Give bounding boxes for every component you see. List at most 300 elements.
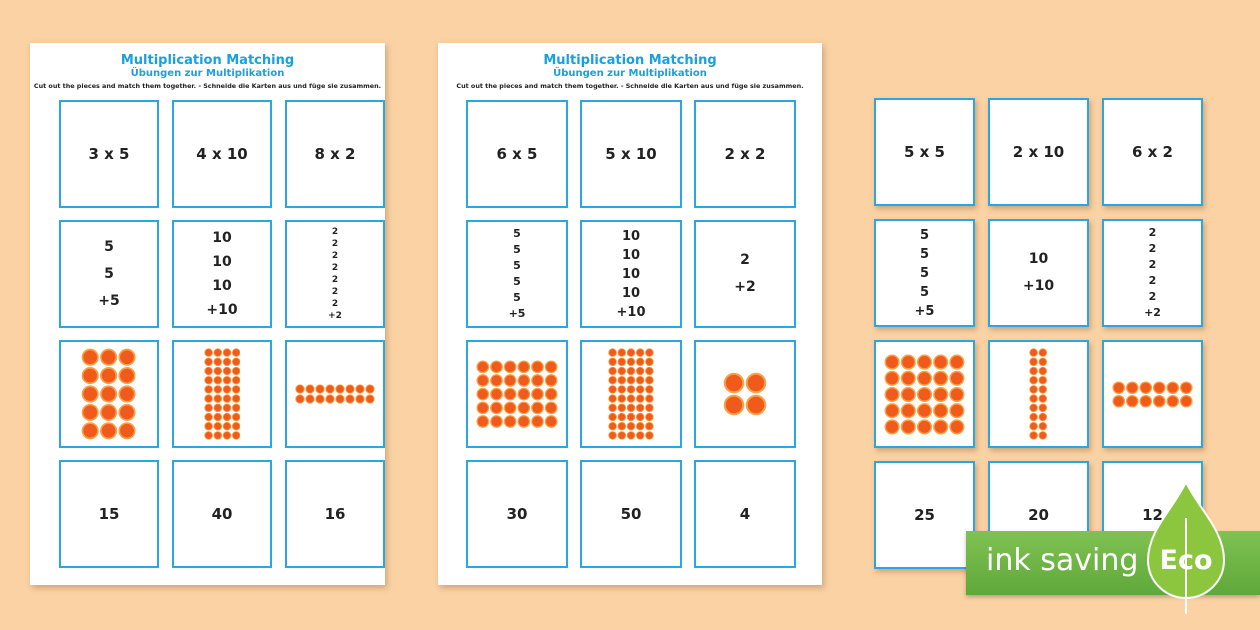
counter-dot: [83, 405, 98, 420]
card-text: 12: [1142, 506, 1163, 524]
counter-dot: [101, 368, 116, 383]
counter-dot: [1030, 432, 1038, 440]
counter-dot: [747, 374, 765, 392]
counter-dot: [214, 413, 222, 421]
counter-dot: [316, 385, 324, 393]
counter-dot: [223, 432, 231, 440]
counter-dot: [120, 405, 135, 420]
counter-dot: [627, 413, 635, 421]
counter-dot: [477, 402, 488, 413]
counter-dot: [1039, 395, 1047, 403]
counter-dot: [326, 395, 334, 403]
counter-dot: [214, 395, 222, 403]
equation-card: [874, 98, 975, 206]
counter-dot: [232, 422, 240, 430]
addend: 2: [1148, 226, 1157, 239]
counter-dot: [918, 403, 932, 417]
addition-stack: [98, 234, 119, 315]
worksheet-page-2: [438, 43, 822, 585]
counter-dot: [204, 395, 212, 403]
counter-dot: [532, 361, 543, 372]
counter-dot: [232, 432, 240, 440]
card-text: 30: [506, 505, 528, 523]
counter-dot: [356, 395, 364, 403]
counter-dot: [232, 367, 240, 375]
addend: 2: [331, 275, 339, 285]
counter-dot: [618, 395, 626, 403]
counter-dot: [491, 361, 502, 372]
counter-dot: [636, 395, 644, 403]
counter-dot: [618, 422, 626, 430]
addition-card: [59, 220, 159, 328]
sheet-title: Multiplication Matching: [543, 53, 717, 68]
addend: 5: [513, 275, 521, 288]
counter-dot: [950, 371, 964, 385]
addend: 2: [1148, 258, 1157, 271]
answer-card: [172, 460, 272, 568]
counter-dot: [1127, 382, 1138, 393]
counter-dot: [346, 395, 354, 403]
counter-dot: [366, 385, 374, 393]
counter-dot: [214, 432, 222, 440]
counter-dot: [627, 349, 635, 357]
addend: 10: [621, 285, 641, 301]
addend: 10: [1028, 251, 1049, 267]
counter-dot: [636, 358, 644, 366]
ink-saving-text: ink saving: [986, 543, 1139, 578]
counter-dot: [1039, 358, 1047, 366]
counter-dot: [518, 388, 529, 399]
counter-dot: [1113, 395, 1124, 406]
counter-dot: [950, 420, 964, 434]
addend: 5: [513, 259, 521, 272]
counter-dot: [545, 388, 556, 399]
addend: +5: [914, 303, 935, 319]
counter-dot: [120, 349, 135, 364]
counter-dot: [491, 375, 502, 386]
counter-dot: [214, 386, 222, 394]
sheet-title: Multiplication Matching: [120, 53, 295, 68]
dot-array: [1029, 348, 1047, 440]
counter-dot: [204, 367, 212, 375]
sheet-instructions: Cut out the pieces and match them together. - Schneide die Karten aus und füge sie zusammen.: [456, 82, 804, 90]
counter-dot: [120, 368, 135, 383]
counter-dot: [646, 358, 654, 366]
counter-dot: [83, 349, 98, 364]
counter-dot: [336, 395, 344, 403]
counter-dot: [609, 367, 617, 375]
counter-dot: [518, 361, 529, 372]
counter-dot: [609, 432, 617, 440]
addend: +5: [508, 307, 526, 320]
counter-dot: [609, 395, 617, 403]
counter-dot: [1181, 395, 1192, 406]
counter-dot: [950, 403, 964, 417]
addend: 5: [104, 238, 114, 255]
array-card: [580, 340, 682, 448]
counter-dot: [223, 349, 231, 357]
addend: 2: [1148, 242, 1157, 255]
addend: 10: [212, 230, 232, 246]
counter-dot: [232, 413, 240, 421]
counter-dot: [532, 402, 543, 413]
counter-dot: [627, 386, 635, 394]
addition-stack: [1144, 225, 1161, 321]
counter-dot: [636, 376, 644, 384]
counter-dot: [1167, 395, 1178, 406]
addition-card: [1102, 219, 1203, 327]
counter-dot: [918, 371, 932, 385]
card-text: 3 x 5: [88, 145, 130, 163]
answer-card: [874, 461, 975, 569]
counter-dot: [491, 388, 502, 399]
counter-dot: [477, 416, 488, 427]
counter-dot: [1030, 386, 1038, 394]
counter-dot: [885, 371, 899, 385]
counter-dot: [636, 422, 644, 430]
equation-card: [694, 100, 796, 208]
counter-dot: [609, 404, 617, 412]
counter-dot: [1030, 395, 1038, 403]
card-text: 6 x 2: [1132, 143, 1173, 161]
addend: 10: [621, 247, 641, 263]
counter-dot: [101, 405, 116, 420]
counter-dot: [223, 404, 231, 412]
dot-array: [81, 348, 136, 440]
counter-dot: [366, 395, 374, 403]
counter-dot: [918, 387, 932, 401]
counter-dot: [204, 404, 212, 412]
addend: 2: [331, 263, 339, 273]
card-text: 4 x 10: [196, 145, 248, 163]
counter-dot: [1030, 367, 1038, 375]
array-card: [285, 340, 385, 448]
addend: 10: [621, 228, 641, 244]
counter-dot: [232, 404, 240, 412]
addend: 10: [212, 254, 232, 270]
eco-label: Eco: [1159, 545, 1213, 576]
addend: +2: [1144, 306, 1161, 319]
counter-dot: [1127, 395, 1138, 406]
counter-dot: [545, 416, 556, 427]
counter-dot: [545, 375, 556, 386]
counter-dot: [885, 355, 899, 369]
counter-dot: [901, 403, 915, 417]
counter-dot: [101, 349, 116, 364]
counter-dot: [532, 375, 543, 386]
dot-array: [1112, 381, 1193, 408]
counter-dot: [232, 358, 240, 366]
counter-dot: [636, 432, 644, 440]
counter-dot: [934, 403, 948, 417]
counter-dot: [214, 367, 222, 375]
addend: 2: [331, 227, 339, 237]
counter-dot: [627, 395, 635, 403]
counter-dot: [232, 395, 240, 403]
counter-dot: [609, 386, 617, 394]
counter-dot: [636, 349, 644, 357]
counter-dot: [885, 387, 899, 401]
counter-dot: [1039, 376, 1047, 384]
addend: +2: [328, 311, 342, 321]
counter-dot: [214, 422, 222, 430]
array-card: [466, 340, 568, 448]
counter-dot: [204, 358, 212, 366]
counter-dot: [491, 416, 502, 427]
addend: 5: [513, 291, 521, 304]
card-text: 16: [324, 505, 346, 523]
counter-dot: [232, 386, 240, 394]
counter-dot: [609, 358, 617, 366]
counter-dot: [646, 386, 654, 394]
counter-dot: [545, 361, 556, 372]
counter-dot: [477, 361, 488, 372]
array-card: [988, 340, 1089, 448]
counter-dot: [627, 358, 635, 366]
addend: 2: [331, 251, 339, 261]
counter-dot: [83, 423, 98, 438]
counter-dot: [223, 413, 231, 421]
counter-dot: [1039, 413, 1047, 421]
addend: 2: [740, 252, 750, 268]
card-text: 15: [98, 505, 120, 523]
array-card: [694, 340, 796, 448]
counter-dot: [609, 376, 617, 384]
counter-dot: [725, 374, 743, 392]
answer-card: [466, 460, 568, 568]
counter-dot: [214, 349, 222, 357]
sheet-subtitle: Übungen zur Multiplikation: [553, 68, 707, 79]
counter-dot: [1140, 382, 1151, 393]
counter-dot: [204, 413, 212, 421]
counter-dot: [646, 349, 654, 357]
counter-dot: [204, 422, 212, 430]
counter-dot: [627, 422, 635, 430]
counter-dot: [725, 396, 743, 414]
counter-dot: [306, 395, 314, 403]
counter-dot: [627, 404, 635, 412]
equation-card: [172, 100, 272, 208]
addition-stack: [328, 226, 342, 322]
counter-dot: [747, 396, 765, 414]
card-text: 2 x 10: [1012, 143, 1065, 161]
equation-card: [285, 100, 385, 208]
counter-dot: [618, 349, 626, 357]
counter-dot: [901, 371, 915, 385]
counter-dot: [101, 386, 116, 401]
addend: +10: [1022, 278, 1055, 294]
answer-card: [285, 460, 385, 568]
equation-card: [466, 100, 568, 208]
counter-dot: [609, 349, 617, 357]
addition-card: [466, 220, 568, 328]
dot-array: [204, 348, 241, 440]
counter-dot: [636, 386, 644, 394]
counter-dot: [356, 385, 364, 393]
counter-dot: [901, 420, 915, 434]
counter-dot: [618, 358, 626, 366]
counter-dot: [609, 413, 617, 421]
counter-dot: [1030, 422, 1038, 430]
counter-dot: [646, 404, 654, 412]
addend: 5: [919, 246, 930, 262]
counter-dot: [901, 387, 915, 401]
answer-card: [580, 460, 682, 568]
counter-dot: [646, 413, 654, 421]
counter-dot: [885, 420, 899, 434]
counter-dot: [223, 376, 231, 384]
counter-dot: [232, 349, 240, 357]
counter-dot: [618, 367, 626, 375]
counter-dot: [504, 416, 515, 427]
counter-dot: [223, 395, 231, 403]
counter-dot: [934, 355, 948, 369]
equation-card: [1102, 98, 1203, 206]
counter-dot: [477, 388, 488, 399]
counter-dot: [636, 367, 644, 375]
counter-dot: [950, 355, 964, 369]
dot-array: [476, 360, 558, 428]
counter-dot: [83, 386, 98, 401]
addend: 5: [919, 265, 930, 281]
counter-dot: [1030, 413, 1038, 421]
counter-dot: [646, 422, 654, 430]
counter-dot: [306, 385, 314, 393]
equation-card: [59, 100, 159, 208]
counter-dot: [101, 423, 116, 438]
counter-dot: [646, 376, 654, 384]
counter-dot: [636, 404, 644, 412]
counter-dot: [296, 395, 304, 403]
addition-card: [580, 220, 682, 328]
addend: 5: [513, 243, 521, 256]
addition-card: [694, 220, 796, 328]
counter-dot: [1030, 349, 1038, 357]
card-text: 40: [211, 505, 233, 523]
counter-dot: [504, 375, 515, 386]
counter-dot: [1030, 376, 1038, 384]
card-text: 50: [620, 505, 642, 523]
counter-dot: [1039, 386, 1047, 394]
counter-dot: [477, 375, 488, 386]
counter-dot: [1039, 404, 1047, 412]
counter-dot: [223, 422, 231, 430]
addend: +10: [206, 302, 238, 318]
counter-dot: [1030, 358, 1038, 366]
addend: 2: [1148, 290, 1157, 303]
counter-dot: [918, 420, 932, 434]
addition-card: [285, 220, 385, 328]
counter-dot: [214, 376, 222, 384]
counter-dot: [326, 385, 334, 393]
addend: 10: [212, 278, 232, 294]
addend: 10: [621, 266, 641, 282]
addition-card: [988, 219, 1089, 327]
addend: 2: [331, 287, 339, 297]
counter-dot: [336, 385, 344, 393]
counter-dot: [504, 388, 515, 399]
counter-dot: [204, 349, 212, 357]
card-text: 20: [1028, 506, 1049, 524]
counter-dot: [627, 432, 635, 440]
counter-dot: [1113, 382, 1124, 393]
counter-dot: [120, 423, 135, 438]
addition-stack: [206, 226, 237, 322]
counter-dot: [316, 395, 324, 403]
counter-dot: [627, 376, 635, 384]
array-card: [874, 340, 975, 448]
addend: 2: [331, 299, 339, 309]
counter-dot: [120, 386, 135, 401]
addend: 2: [1148, 274, 1157, 287]
dot-array: [608, 348, 654, 440]
counter-dot: [636, 413, 644, 421]
counter-dot: [223, 386, 231, 394]
counter-dot: [934, 371, 948, 385]
counter-dot: [934, 420, 948, 434]
counter-dot: [646, 367, 654, 375]
addend: +2: [734, 279, 756, 295]
addend: +5: [98, 292, 120, 309]
counter-dot: [83, 368, 98, 383]
addend: 5: [513, 227, 521, 240]
counter-dot: [346, 385, 354, 393]
addend: +10: [616, 304, 646, 320]
counter-dot: [518, 375, 529, 386]
counter-dot: [901, 355, 915, 369]
counter-dot: [223, 367, 231, 375]
counter-dot: [646, 395, 654, 403]
counter-dot: [934, 387, 948, 401]
card-text: 8 x 2: [314, 145, 356, 163]
dot-array: [884, 354, 965, 435]
equation-card: [580, 100, 682, 208]
card-text: 2 x 2: [724, 145, 766, 163]
counter-dot: [504, 402, 515, 413]
counter-dot: [223, 358, 231, 366]
counter-dot: [532, 388, 543, 399]
counter-dot: [618, 376, 626, 384]
card-text: 5 x 5: [904, 143, 945, 161]
counter-dot: [204, 386, 212, 394]
sheet-instructions: Cut out the pieces and match them together. - Schneide die Karten aus und füge sie zusammen.: [33, 82, 382, 90]
counter-dot: [504, 361, 515, 372]
counter-dot: [918, 355, 932, 369]
counter-dot: [1154, 382, 1165, 393]
counter-dot: [518, 416, 529, 427]
addition-stack: [617, 227, 646, 322]
counter-dot: [1039, 422, 1047, 430]
counter-dot: [204, 376, 212, 384]
addend: 5: [919, 284, 930, 300]
counter-dot: [214, 358, 222, 366]
addition-stack: [915, 226, 935, 321]
equation-card: [988, 98, 1089, 206]
array-card: [1102, 340, 1203, 448]
counter-dot: [1154, 395, 1165, 406]
counter-dot: [609, 422, 617, 430]
card-text: 6 x 5: [496, 145, 538, 163]
counter-dot: [1140, 395, 1151, 406]
sheet-subtitle: Übungen zur Multiplikation: [130, 68, 285, 79]
card-text: 4: [739, 505, 751, 523]
counter-dot: [545, 402, 556, 413]
counter-dot: [627, 367, 635, 375]
counter-dot: [232, 376, 240, 384]
counter-dot: [885, 403, 899, 417]
counter-dot: [618, 386, 626, 394]
addition-card: [172, 220, 272, 328]
